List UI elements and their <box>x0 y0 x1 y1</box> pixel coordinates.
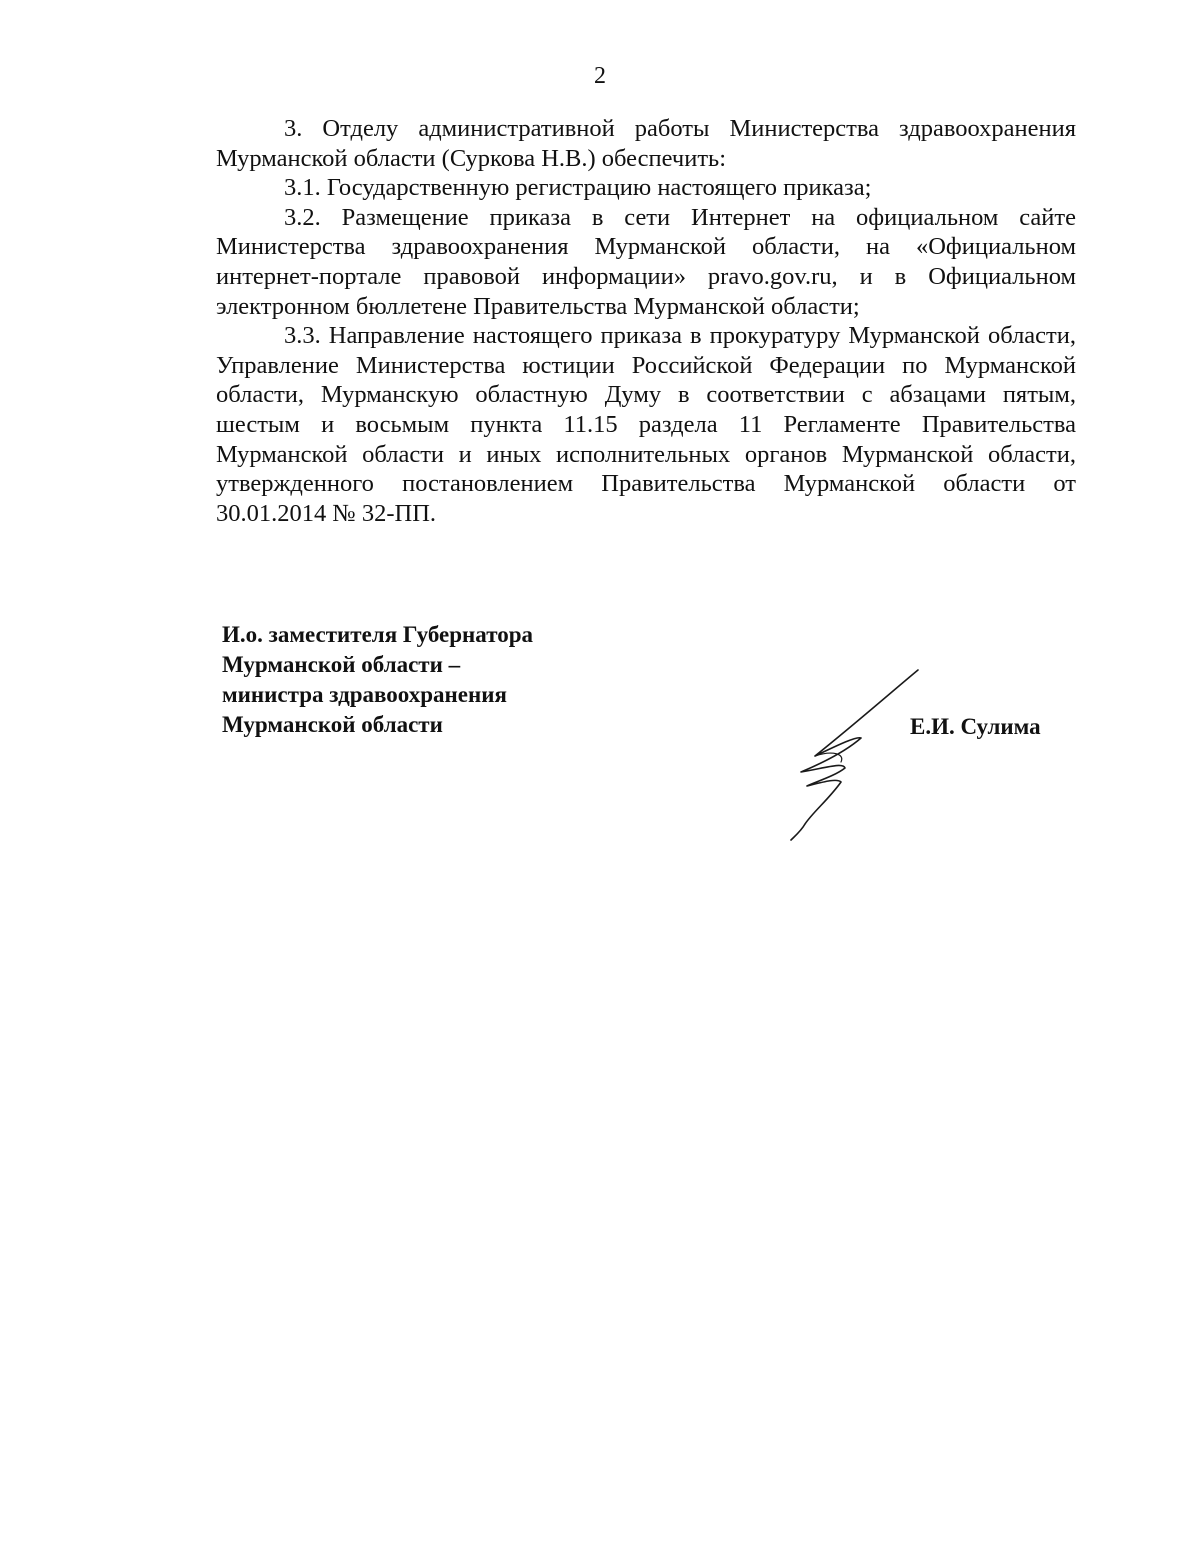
paragraph-item-3-1: 3.1. Государственную регистрацию настоящего приказа; <box>284 174 872 202</box>
document-body <box>216 114 1076 528</box>
signatory-position-line: министра здравоохранения <box>222 682 507 707</box>
signatory-position-line: Мурманской области <box>222 712 443 737</box>
paragraph-item-3-3: 3.3. Направление настоящего приказа в прокуратуру Мурманской области, Управление Министерства юстиции Российской Федерации по Мурманской области, Мурманскую областную Думу в соответствии с абзацами пятым, шестым и восьмым пункта 11.15 раздела 11 Регламенте Правительства Мурманской области и иных исполнительных органов Мурманской области, утвержденного постановлением Правительства Мурманской области от 30.01.2014 № 32-ПП. <box>216 322 1076 527</box>
signatory-position-line: Мурманской области – <box>222 652 461 677</box>
signer-name: Е.И. Сулима <box>910 714 1041 739</box>
handwritten-signature <box>785 664 930 844</box>
signatory-position <box>222 620 642 740</box>
signatory-position-line: И.о. заместителя Губернатора <box>222 622 533 647</box>
page-number: 2 <box>594 63 606 89</box>
paragraph-item-3-2: 3.2. Размещение приказа в сети Интернет на официальном сайте Министерства здравоохранения Мурманской области, на «Официальном интернет-портале правовой информации» pravo.gov.ru, и в Официальном электронном бюллетене Правительства Мурманской области; <box>216 203 1076 320</box>
paragraph-item-3: 3. Отделу административной работы Министерства здравоохранения Мурманской области (Суркова Н.В.) обеспечить: <box>216 115 1076 172</box>
